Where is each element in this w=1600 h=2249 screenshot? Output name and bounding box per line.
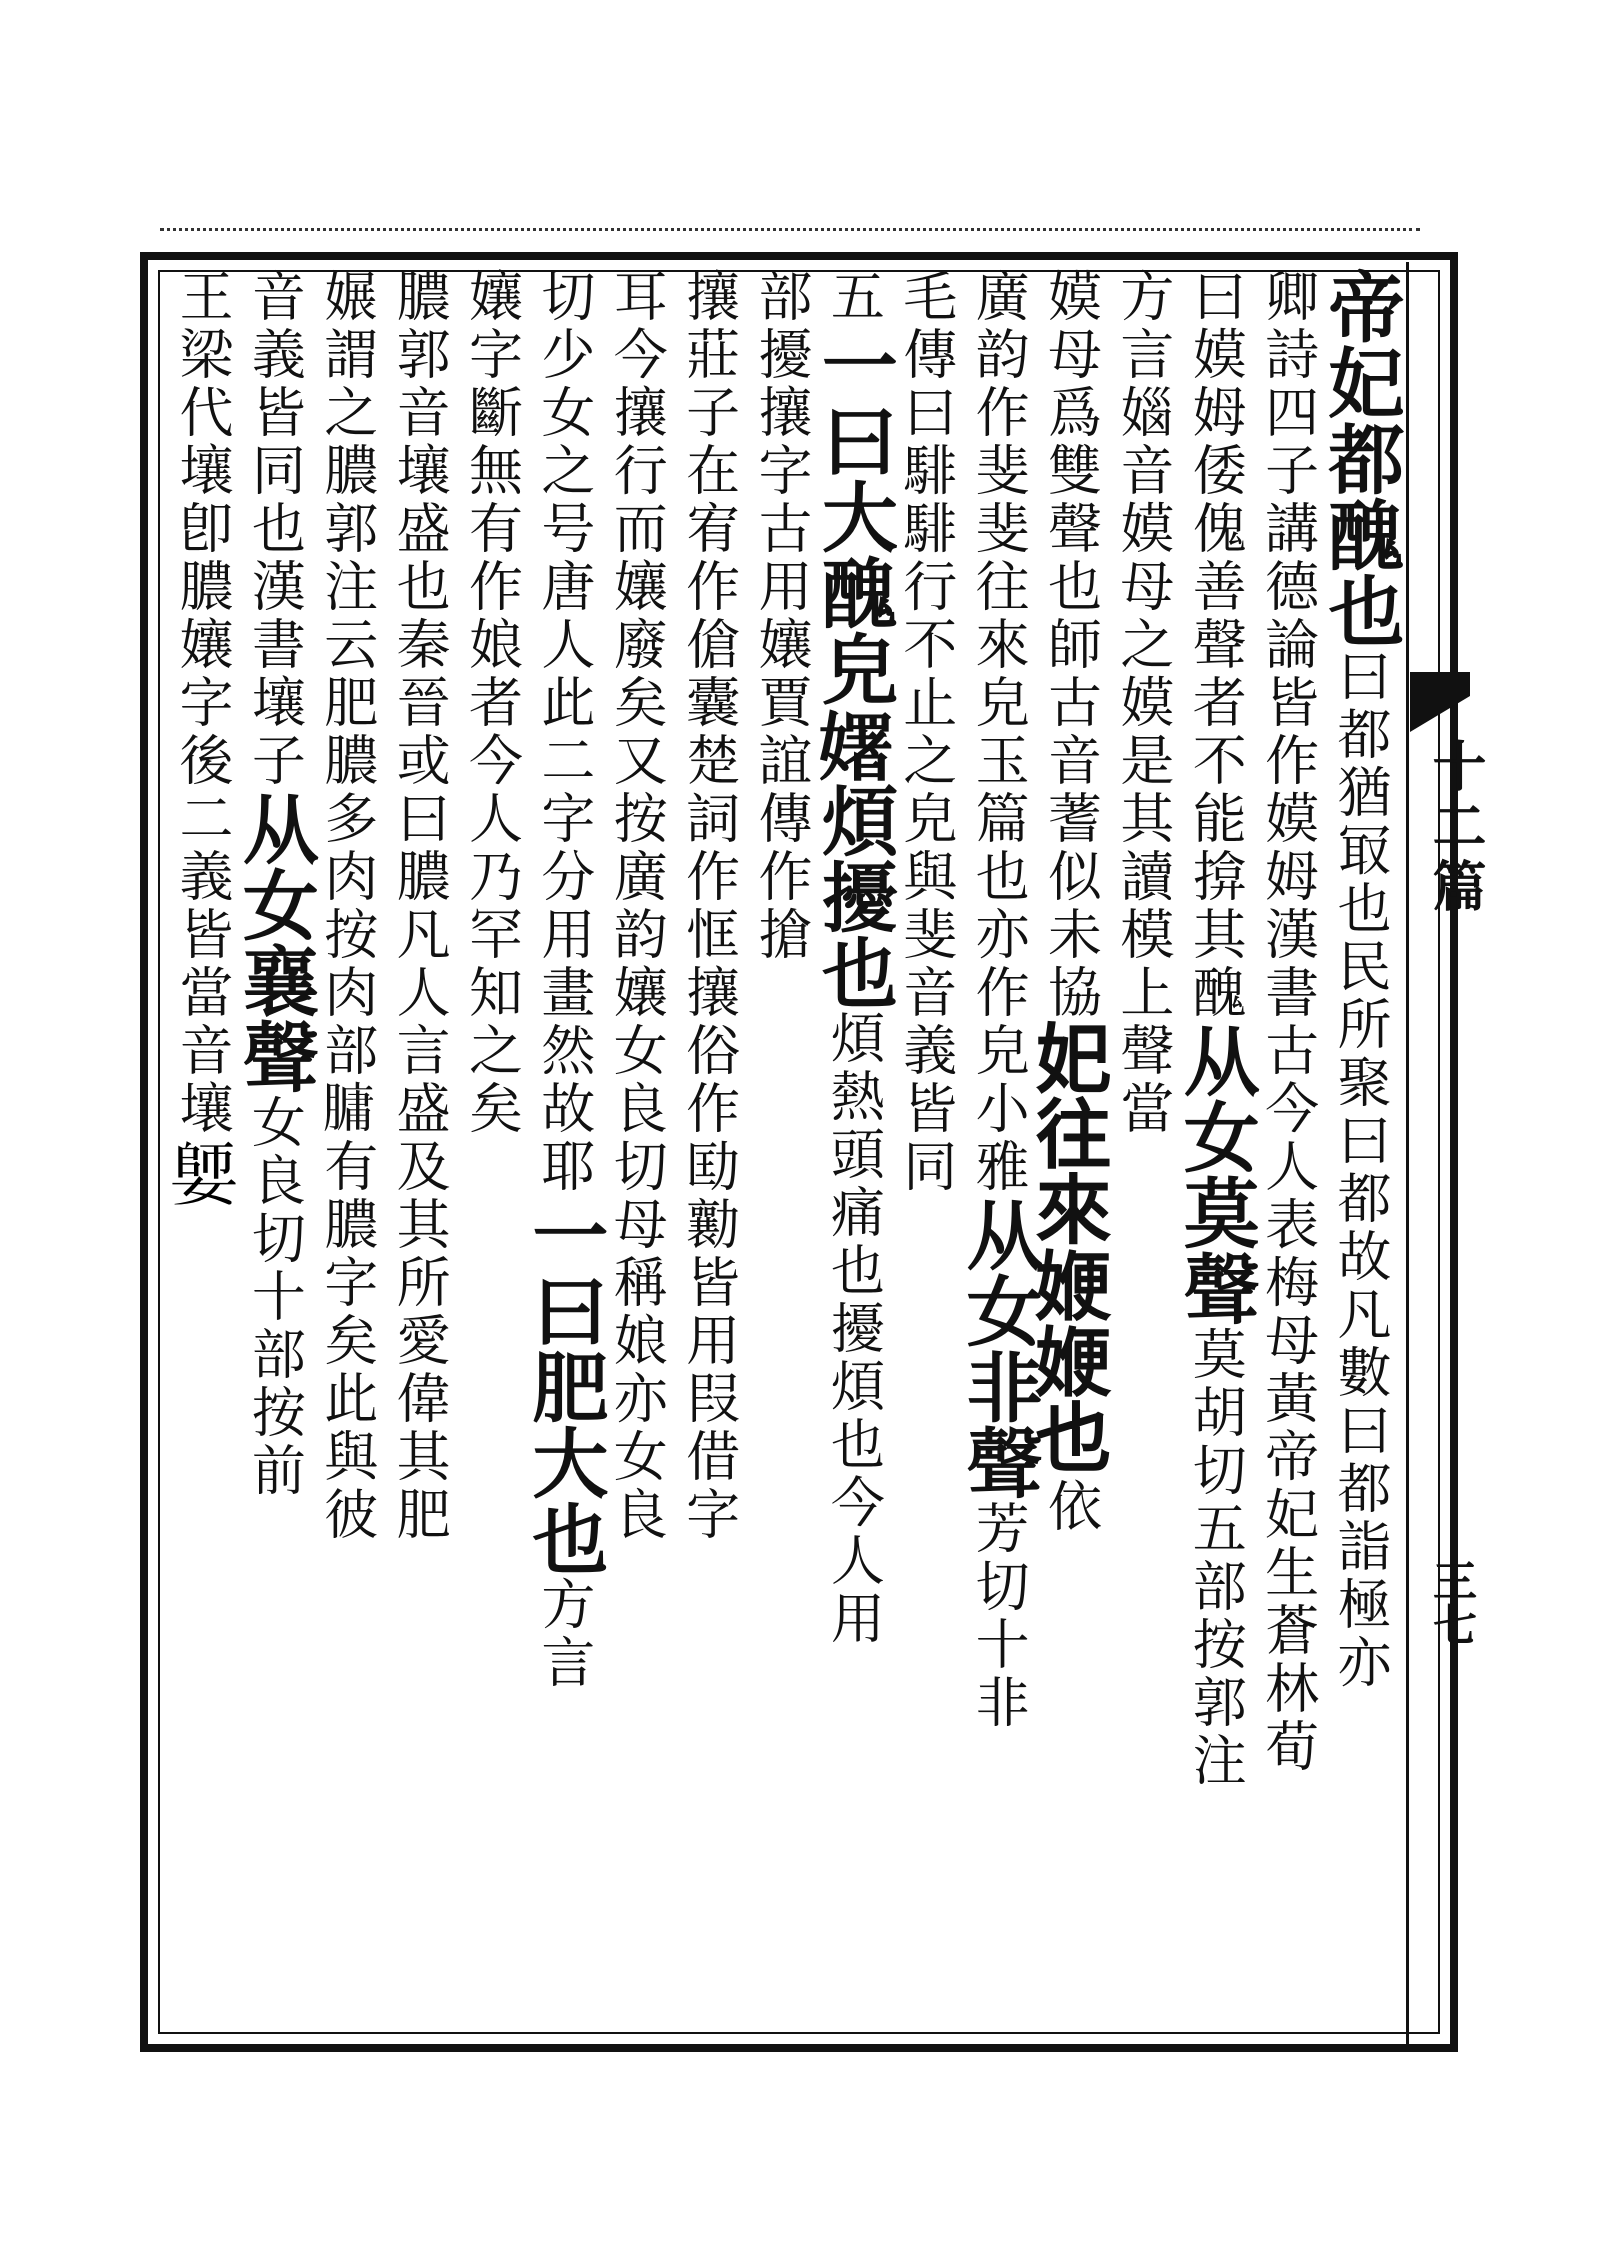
commentary-tail: 女良切十部按前 — [243, 1094, 307, 1500]
commentary: 曰都猶冣也民所聚曰都故凡數曰都詣極亦 — [1329, 648, 1392, 1692]
commentary-tail: 依 — [1039, 1478, 1103, 1536]
top-edge-marks — [160, 228, 1420, 241]
commentary: 孃字斷無有作娘者今人乃罕知之矣 — [460, 268, 524, 1138]
text-column-9 — [745, 268, 817, 2036]
commentary: 王梁代壤卽膿孃字 — [171, 268, 234, 732]
headword: 一曰大醜皃𡣈煩擾也 — [809, 326, 899, 1010]
commentary-tail: 莫胡切五部按郭注 — [1184, 1326, 1248, 1790]
main-text: 从女襄聲 — [230, 790, 320, 1094]
commentary-tail: 方言 — [532, 1576, 596, 1692]
commentary: 部 — [750, 268, 813, 326]
commentary-tail: 當 — [1111, 1080, 1175, 1138]
text-column-7 — [890, 268, 962, 2036]
text-columns — [161, 268, 1405, 2036]
commentary: 廣韵作斐斐往來皃玉篇也亦作皃小雅 — [967, 268, 1031, 1196]
commentary-tail: 荀 — [1256, 1718, 1320, 1776]
text-column-11 — [600, 268, 672, 2036]
commentary: 毛傳曰騑騑行不止之皃與斐音義皆同 — [894, 268, 958, 1196]
headword: 帝妃都醜也 — [1316, 268, 1405, 648]
text-column-14 — [383, 268, 455, 2036]
commentary: 攘莊子在宥作傖囊楚詞作恇攘俗作劻勷皆用叚借字 — [677, 268, 741, 1544]
commentary-tail: 擾攘字古用孃賈誼傳作搶 — [750, 326, 813, 964]
text-column-6 — [954, 268, 1044, 2036]
main-text: 从女非聲 — [954, 1196, 1044, 1500]
headword: 𡚱往來㛹㛹也 — [1026, 1022, 1116, 1478]
commentary-tail: 煩熱頭痛也擾煩也今人用 — [822, 1010, 886, 1648]
text-column-1 — [1316, 268, 1405, 2036]
center-margin-strip — [1406, 262, 1469, 2046]
text-column-5 — [1026, 268, 1116, 2036]
text-column-13 — [456, 268, 528, 2036]
page-number: 三七 — [1425, 1558, 1476, 1646]
text-column-15 — [311, 268, 383, 2036]
commentary: 曰嫫姆倭傀善聲者不能揜其醜 — [1184, 268, 1248, 1022]
text-column-17 — [161, 268, 243, 2036]
commentary: 㜊謂之膿郭注云肥膿多肉按肉部𦟛有膿字矣此與彼 — [315, 268, 379, 1544]
commentary: 切少女之号唐人此二字分用畫然故耶 — [532, 268, 596, 1196]
commentary-tail: 後二義皆當音壤 — [171, 732, 234, 1138]
main-text: 从女莫聲 — [1171, 1022, 1261, 1326]
commentary: 膿郭音壤盛也秦晉或曰膿凡人言盛及其所愛偉其肥 — [388, 268, 452, 1544]
commentary: 音義皆同也漢書壤子 — [243, 268, 307, 790]
commentary: 耳今攘行而孃廢矣又按廣韵孃女良切母稱娘亦女良 — [605, 268, 669, 1544]
seal-script-headword: 𡠋 — [161, 1138, 243, 1212]
text-column-10 — [673, 268, 745, 2036]
text-column-4 — [1107, 268, 1179, 2036]
chapter-title: 十二篇 — [1424, 738, 1488, 918]
commentary-tail: 芳切十非 — [967, 1500, 1031, 1732]
text-column-8 — [809, 268, 899, 2036]
commentary: 方言㛴音嫫母之嫫是其讀模上聲 — [1111, 268, 1175, 1080]
text-column-3 — [1171, 268, 1261, 2036]
commentary: 嫫母爲雙聲也師古音蓍似未協 — [1039, 268, 1103, 1022]
commentary: 五 — [822, 268, 886, 326]
text-column-12 — [519, 268, 609, 2036]
commentary: 卿詩四子講德論皆作嫫姆漢書古今人表梅母黃帝妃生蒼林 — [1256, 268, 1320, 1718]
main-text: 一曰肥大也 — [519, 1196, 609, 1576]
text-column-2 — [1252, 268, 1324, 2036]
text-column-16 — [230, 268, 320, 2036]
